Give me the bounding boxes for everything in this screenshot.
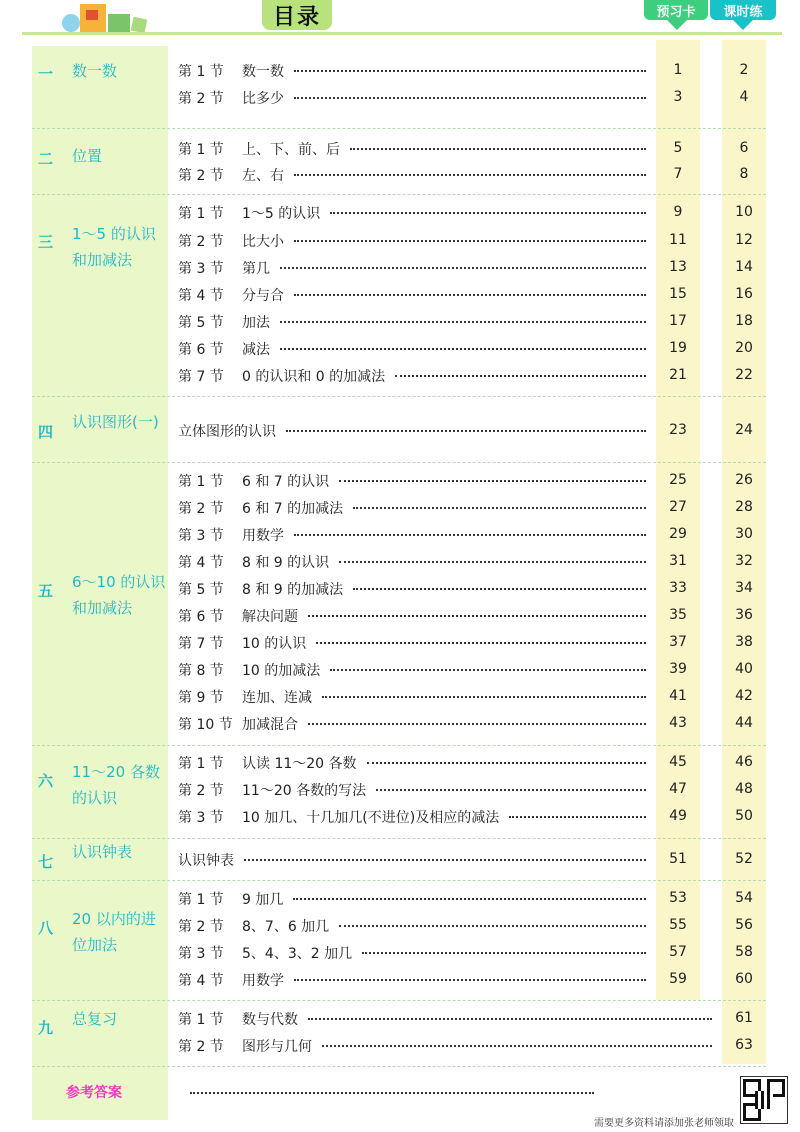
practice-page-number: 52	[735, 851, 753, 867]
preview-page-number: 45	[669, 754, 687, 770]
preview-page-number: 3	[673, 89, 683, 105]
footer-note: 需要更多资料请添加张老师领取	[594, 1118, 734, 1129]
toc-entry[interactable]	[178, 660, 328, 680]
section-title: 9 加几	[242, 892, 284, 908]
leader-dots	[353, 507, 646, 509]
preview-page-number: 55	[669, 917, 687, 933]
practice-page-number: 8	[739, 166, 749, 182]
practice-page-number: 30	[735, 526, 753, 542]
preview-page-number: 31	[669, 553, 687, 569]
section-number: 第 3 节	[178, 528, 224, 544]
preview-page-number: 19	[669, 340, 687, 356]
toc-entry[interactable]	[178, 421, 284, 441]
preview-page-number: 21	[669, 367, 687, 383]
leader-dots	[322, 696, 646, 698]
section-title: 数与代数	[242, 1012, 298, 1028]
qr-code-icon	[740, 1076, 788, 1124]
leader-dots	[339, 480, 646, 482]
chapter-title[interactable]: 20 以内的进位加法	[72, 910, 156, 954]
practice-page-number: 40	[735, 661, 753, 677]
page-title: 目录	[272, 4, 321, 30]
section-number: 第 4 节	[178, 555, 224, 571]
leader-dots	[286, 430, 646, 432]
preview-page-number: 53	[669, 890, 687, 906]
header-band	[0, 0, 800, 34]
section-title: 立体图形的认识	[178, 424, 276, 440]
leader-dots	[316, 642, 646, 644]
leader-dots	[322, 1045, 712, 1047]
leader-dots	[339, 925, 646, 927]
practice-page-number: 63	[735, 1037, 753, 1053]
preview-page-number: 11	[669, 232, 687, 248]
preview-page-number: 49	[669, 808, 687, 824]
leader-dots	[294, 534, 646, 536]
chapter-divider	[32, 1066, 766, 1067]
chapter-title[interactable]: 6～10 的认识和加减法	[72, 573, 166, 617]
preview-page-number: 23	[669, 422, 687, 438]
chapter-divider	[32, 745, 766, 746]
toc-entry[interactable]	[178, 471, 337, 491]
section-number: 第 4 节	[178, 288, 224, 304]
toc-entry[interactable]	[178, 339, 278, 359]
toc-entry[interactable]	[178, 231, 292, 251]
practice-page-number: 28	[735, 499, 753, 515]
section-number: 第 4 节	[178, 973, 224, 989]
leader-dots	[339, 561, 646, 563]
toc-entry[interactable]	[178, 312, 278, 332]
leader-dots	[294, 979, 646, 981]
preview-page-number: 25	[669, 472, 687, 488]
chapter-title[interactable]: 认识图形(一)	[72, 413, 159, 431]
section-number: 第 2 节	[178, 783, 224, 799]
preview-page-number: 17	[669, 313, 687, 329]
section-number: 第 1 节	[178, 474, 224, 490]
section-number: 第 6 节	[178, 609, 224, 625]
leader-dots	[190, 1092, 594, 1094]
preview-page-number: 57	[669, 944, 687, 960]
page-title-box	[262, 0, 332, 30]
section-number: 第 3 节	[178, 946, 224, 962]
toc-entry[interactable]	[178, 916, 337, 936]
practice-page-number: 38	[735, 634, 753, 650]
chapter-divider	[32, 194, 766, 195]
section-title: 0 的认识和 0 的加减法	[242, 369, 386, 385]
tab-practice: 课时练	[710, 0, 776, 20]
toc-entry[interactable]	[178, 498, 351, 518]
toc-entry[interactable]	[178, 633, 314, 653]
chapter-number: 八	[38, 919, 54, 937]
chapter-number: 五	[38, 582, 54, 600]
section-title: 左、右	[242, 168, 284, 184]
preview-page-number: 5	[673, 140, 683, 156]
leader-dots	[330, 669, 646, 671]
building-blocks-icon	[58, 0, 158, 34]
section-number: 第 2 节	[178, 1039, 224, 1055]
section-number: 第 5 节	[178, 315, 224, 331]
preview-page-number: 37	[669, 634, 687, 650]
toc-entry[interactable]	[178, 525, 292, 545]
chapter-number: 六	[38, 772, 54, 790]
section-title: 加法	[242, 315, 270, 331]
practice-page-number: 60	[735, 971, 753, 987]
section-title: 比大小	[242, 234, 284, 250]
practice-page-number: 4	[739, 89, 749, 105]
header-underline	[22, 32, 782, 35]
toc-entry[interactable]	[178, 753, 365, 773]
arrow-down-icon	[667, 20, 687, 30]
section-number: 第 1 节	[178, 756, 224, 772]
section-title: 比多少	[242, 91, 284, 107]
section-title: 10 的加减法	[242, 663, 321, 679]
section-number: 第 1 节	[178, 892, 224, 908]
preview-page-number: 47	[669, 781, 687, 797]
chapter-number: 一	[38, 65, 54, 83]
leader-dots	[308, 615, 646, 617]
chapter-number: 七	[38, 853, 54, 871]
practice-page-number: 34	[735, 580, 753, 596]
section-number: 第 3 节	[178, 810, 224, 826]
toc-entry[interactable]	[178, 165, 292, 185]
toc-entry[interactable]	[178, 943, 360, 963]
section-number: 第 1 节	[178, 142, 224, 158]
practice-page-number: 16	[735, 286, 753, 302]
section-title: 加减混合	[242, 717, 298, 733]
section-number: 第 2 节	[178, 91, 224, 107]
practice-page-number: 2	[739, 62, 749, 78]
section-title: 图形与几何	[242, 1039, 312, 1055]
section-title: 1～5 的认识	[242, 206, 321, 222]
leader-dots	[353, 588, 646, 590]
preview-page-number: 39	[669, 661, 687, 677]
preview-page-number: 7	[673, 166, 683, 182]
chapter-title[interactable]: 总复习	[72, 1010, 118, 1028]
section-title: 5、4、3、2 加几	[242, 946, 353, 962]
tab-preview: 预习卡	[644, 0, 708, 20]
toc-entry[interactable]	[178, 1009, 306, 1029]
chapter-title[interactable]: 认识钟表	[72, 843, 133, 861]
practice-page-number: 10	[735, 204, 753, 220]
preview-page-number: 41	[669, 688, 687, 704]
practice-page-number: 6	[739, 140, 749, 156]
section-title: 8、7、6 加几	[242, 919, 330, 935]
chapter-divider	[32, 462, 766, 463]
section-number: 第 6 节	[178, 342, 224, 358]
practice-page-number: 46	[735, 754, 753, 770]
practice-page-number: 18	[735, 313, 753, 329]
preview-page-number: 9	[673, 204, 683, 220]
practice-page-number: 58	[735, 944, 753, 960]
leader-dots	[280, 348, 646, 350]
section-title: 11～20 各数的写法	[242, 783, 367, 799]
toc-entry[interactable]	[178, 807, 507, 827]
preview-page-number: 27	[669, 499, 687, 515]
section-number: 第 10 节	[178, 717, 233, 733]
practice-page-number: 50	[735, 808, 753, 824]
practice-page-number: 12	[735, 232, 753, 248]
section-number: 第 2 节	[178, 234, 224, 250]
practice-page-number: 36	[735, 607, 753, 623]
practice-page-number: 24	[735, 422, 753, 438]
practice-page-number: 22	[735, 367, 753, 383]
section-title: 认读 11～20 各数	[242, 756, 357, 772]
section-title: 第几	[242, 261, 270, 277]
practice-page-number: 14	[735, 259, 753, 275]
chapter-number: 三	[38, 233, 54, 251]
toc-entry[interactable]	[178, 970, 292, 990]
leader-dots	[330, 212, 646, 214]
preview-page-number: 59	[669, 971, 687, 987]
practice-page-number: 44	[735, 715, 753, 731]
toc-entry[interactable]	[178, 714, 306, 734]
toc-entry[interactable]	[178, 579, 351, 599]
section-title: 用数学	[242, 973, 284, 989]
toc-entry[interactable]	[178, 780, 374, 800]
leader-dots	[362, 952, 646, 954]
leader-dots	[367, 762, 646, 764]
section-number: 第 2 节	[178, 168, 224, 184]
leader-dots	[280, 321, 646, 323]
section-title: 8 和 9 的加减法	[242, 582, 344, 598]
preview-page-number: 29	[669, 526, 687, 542]
preview-page-number: 33	[669, 580, 687, 596]
practice-page-number: 26	[735, 472, 753, 488]
chapter-divider	[32, 396, 766, 397]
leader-dots	[376, 789, 646, 791]
section-number: 第 2 节	[178, 919, 224, 935]
section-title: 连加、连减	[242, 690, 312, 706]
leader-dots	[294, 174, 646, 176]
section-number: 第 8 节	[178, 663, 224, 679]
section-number: 第 1 节	[178, 206, 224, 222]
chapter-number: 二	[38, 150, 54, 168]
practice-page-number: 56	[735, 917, 753, 933]
toc-entry[interactable]	[178, 1036, 320, 1056]
practice-page-number: 48	[735, 781, 753, 797]
toc-entry[interactable]	[178, 258, 278, 278]
section-number: 第 5 节	[178, 582, 224, 598]
leader-dots	[280, 267, 646, 269]
section-title: 认识钟表	[178, 853, 234, 869]
toc-entry[interactable]	[178, 552, 337, 572]
section-title: 10 的认识	[242, 636, 307, 652]
section-title: 数一数	[242, 64, 284, 80]
section-title: 减法	[242, 342, 270, 358]
toc-entry[interactable]	[178, 889, 291, 909]
section-title: 用数学	[242, 528, 284, 544]
leader-dots	[294, 97, 646, 99]
chapter-divider	[32, 128, 766, 129]
preview-page-number: 15	[669, 286, 687, 302]
section-title: 上、下、前、后	[242, 142, 340, 158]
section-title: 分与合	[242, 288, 284, 304]
chapter-title[interactable]: 数一数	[72, 62, 118, 80]
preview-page-number: 43	[669, 715, 687, 731]
preview-page-number: 1	[673, 62, 683, 78]
section-title: 8 和 9 的认识	[242, 555, 330, 571]
leader-dots	[293, 898, 646, 900]
chapter-number: 四	[38, 423, 54, 441]
practice-page-number: 42	[735, 688, 753, 704]
leader-dots	[350, 148, 646, 150]
leader-dots	[294, 70, 646, 72]
practice-page-number: 61	[735, 1010, 753, 1026]
leader-dots	[294, 240, 646, 242]
section-number: 第 7 节	[178, 369, 224, 385]
section-number: 第 3 节	[178, 261, 224, 277]
chapter-title[interactable]: 1～5 的认识和加减法	[72, 225, 156, 269]
chapter-title[interactable]: 位置	[72, 147, 103, 165]
section-number: 第 2 节	[178, 501, 224, 517]
chapter-title[interactable]: 11～20 各数的认识	[72, 763, 160, 807]
preview-page-number: 35	[669, 607, 687, 623]
answers-label[interactable]: 参考答案	[66, 1085, 122, 1101]
preview-page-number: 51	[669, 851, 687, 867]
toc-entry[interactable]	[178, 850, 242, 870]
section-title: 10 加几、十几加几(不进位)及相应的减法	[242, 810, 500, 826]
chapter-number: 九	[38, 1019, 54, 1037]
toc-entry[interactable]	[178, 606, 306, 626]
toc-entry[interactable]	[178, 687, 320, 707]
toc-entry[interactable]	[178, 61, 292, 81]
section-number: 第 1 节	[178, 64, 224, 80]
section-number: 第 7 节	[178, 636, 224, 652]
section-title: 6 和 7 的加减法	[242, 501, 344, 517]
toc-entry[interactable]	[178, 203, 328, 223]
leader-dots	[244, 859, 646, 861]
preview-page-number: 13	[669, 259, 687, 275]
leader-dots	[509, 816, 646, 818]
section-number: 第 1 节	[178, 1012, 224, 1028]
section-number: 第 9 节	[178, 690, 224, 706]
toc-entry[interactable]	[178, 88, 292, 108]
leader-dots	[308, 723, 646, 725]
toc-entry[interactable]	[178, 139, 348, 159]
practice-page-number: 20	[735, 340, 753, 356]
toc-entry[interactable]	[178, 366, 393, 386]
leader-dots	[294, 294, 646, 296]
practice-page-number: 54	[735, 890, 753, 906]
chapter-divider	[32, 1000, 766, 1001]
section-title: 6 和 7 的认识	[242, 474, 330, 490]
toc-entry[interactable]	[178, 285, 292, 305]
practice-page-number: 32	[735, 553, 753, 569]
leader-dots	[395, 375, 646, 377]
arrow-down-icon	[733, 20, 753, 30]
chapter-divider	[32, 880, 766, 881]
section-title: 解决问题	[242, 609, 298, 625]
leader-dots	[308, 1018, 712, 1020]
